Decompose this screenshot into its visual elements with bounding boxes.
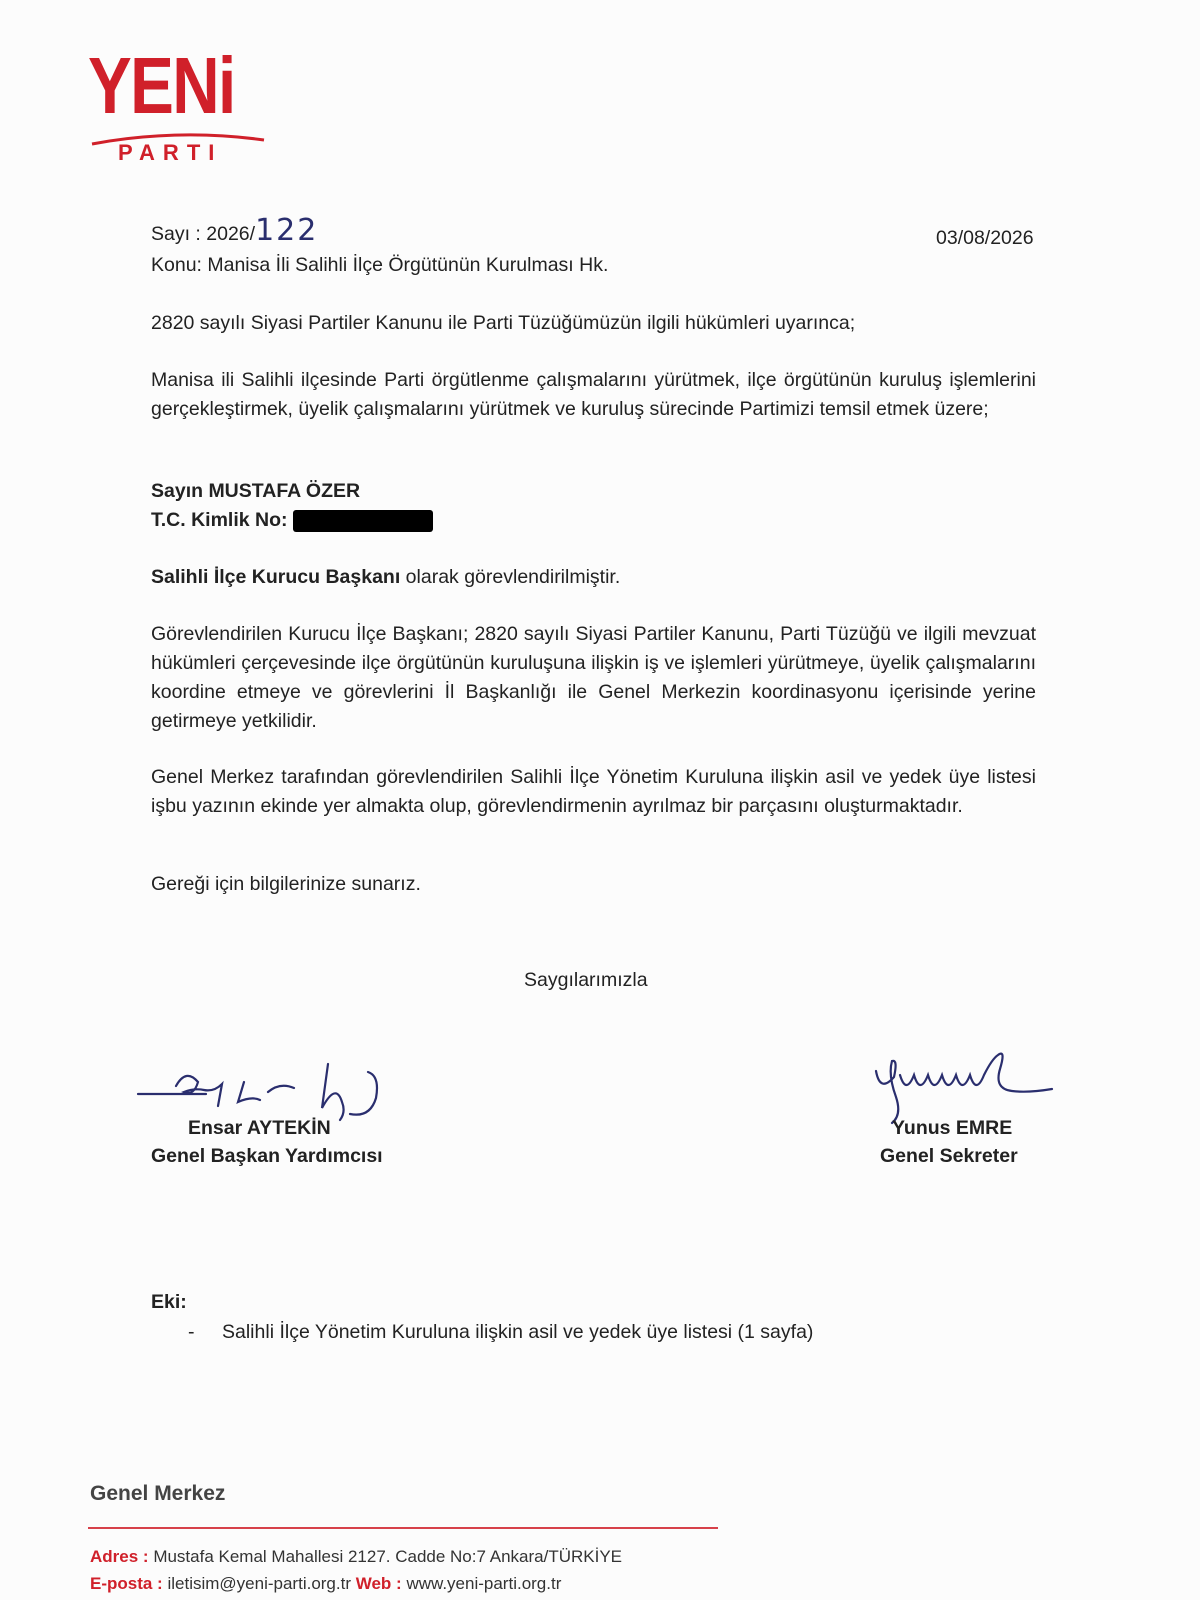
appointment-title: Salihli İlçe Kurucu Başkanı bbox=[151, 566, 401, 588]
footer-contact bbox=[90, 1574, 561, 1594]
document-number-label: Sayı : 2026/ bbox=[151, 223, 256, 245]
signatory-left-name: Ensar AYTEKİN bbox=[188, 1117, 331, 1139]
attachment-item: Salihli İlçe Yönetim Kuruluna ilişkin asil ve yedek üye listesi (1 sayfa) bbox=[222, 1321, 814, 1343]
footer-address bbox=[90, 1547, 622, 1567]
document-subject: Konu: Manisa İli Salihli İlçe Örgütünün Kurulması Hk. bbox=[151, 254, 609, 276]
signature-left bbox=[136, 1052, 436, 1122]
address-value: Mustafa Kemal Mahallesi 2127. Cadde No:7 Ankara/TÜRKİYE bbox=[153, 1547, 622, 1566]
footer-divider bbox=[88, 1527, 718, 1529]
document-number bbox=[151, 213, 319, 249]
web-link[interactable]: www.yeni-parti.org.tr bbox=[406, 1574, 562, 1593]
appointment-statement bbox=[151, 563, 620, 592]
email-label: E-posta : bbox=[90, 1574, 163, 1593]
logo-sub-text: PARTI bbox=[118, 140, 223, 165]
body-paragraph-3: Görevlendirilen Kurucu İlçe Başkanı; 2820 sayılı Siyasi Partiler Kanunu, Parti Tüzüğü ve ilgili mevzuat hükümleri çerçevesinde ilçe örgütünün kuruluşuna ilişkin iş ve işlemleri yürütmeye, üyelik çalışmalarını koordine etmeye ve görevlerini İl Başkanlığı ile Genel Merkezin koordinasyonu içerisinde yerine getirmeye yetkilidir. bbox=[151, 623, 1036, 732]
closing: Saygılarımızla bbox=[524, 969, 648, 991]
footer-office: Genel Merkez bbox=[90, 1482, 226, 1505]
body-paragraph-4: Genel Merkez tarafından görevlendirilen Salihli İlçe Yönetim Kuruluna ilişkin asil ve yedek üye listesi işbu yazının ekinde yer almakta olup, görevlendirmenin ayrılmaz bir parçasını oluşturmaktadır. bbox=[151, 766, 1036, 817]
appointee-name: Sayın MUSTAFA ÖZER bbox=[151, 480, 361, 502]
body-paragraph-5: Gereği için bilgilerinize sunarız. bbox=[151, 873, 421, 895]
body-paragraph-1: 2820 sayılı Siyasi Partiler Kanunu ile Parti Tüzüğümüzün ilgili hükümleri uyarınca; bbox=[151, 312, 856, 334]
signatory-left-title: Genel Başkan Yardımcısı bbox=[151, 1145, 383, 1167]
web-label: Web : bbox=[355, 1574, 402, 1593]
signatory-right-name: Yunus EMRE bbox=[892, 1117, 1013, 1139]
signatory-right-title: Genel Sekreter bbox=[880, 1145, 1018, 1167]
party-logo bbox=[88, 41, 268, 165]
redaction-bar bbox=[293, 510, 433, 532]
attachment-bullet: - bbox=[188, 1321, 195, 1343]
signature-right bbox=[870, 1045, 1100, 1125]
body-paragraph-2: Manisa ili Salihli ilçesinde Parti örgütlenme çalışmalarını yürütmek, ilçe örgütünün kuruluş işlemlerini gerçekleştirmek, üyelik çalışmalarını yürütmek ve kuruluş sürecinde Partimizi temsil etmek üzere; bbox=[151, 369, 1036, 420]
appointment-rest: olarak görevlendirilmiştir. bbox=[400, 566, 621, 588]
email-link[interactable]: iletisim@yeni-parti.org.tr bbox=[167, 1574, 351, 1593]
id-label: T.C. Kimlik No: bbox=[151, 509, 288, 531]
logo-main-text: YENi bbox=[88, 41, 235, 130]
address-label: Adres : bbox=[90, 1547, 149, 1566]
document-number-handwritten: 122 bbox=[255, 213, 319, 248]
appointee-id bbox=[151, 506, 433, 535]
document-date: 03/08/2026 bbox=[936, 227, 1034, 249]
attachments-label: Eki: bbox=[151, 1291, 187, 1313]
